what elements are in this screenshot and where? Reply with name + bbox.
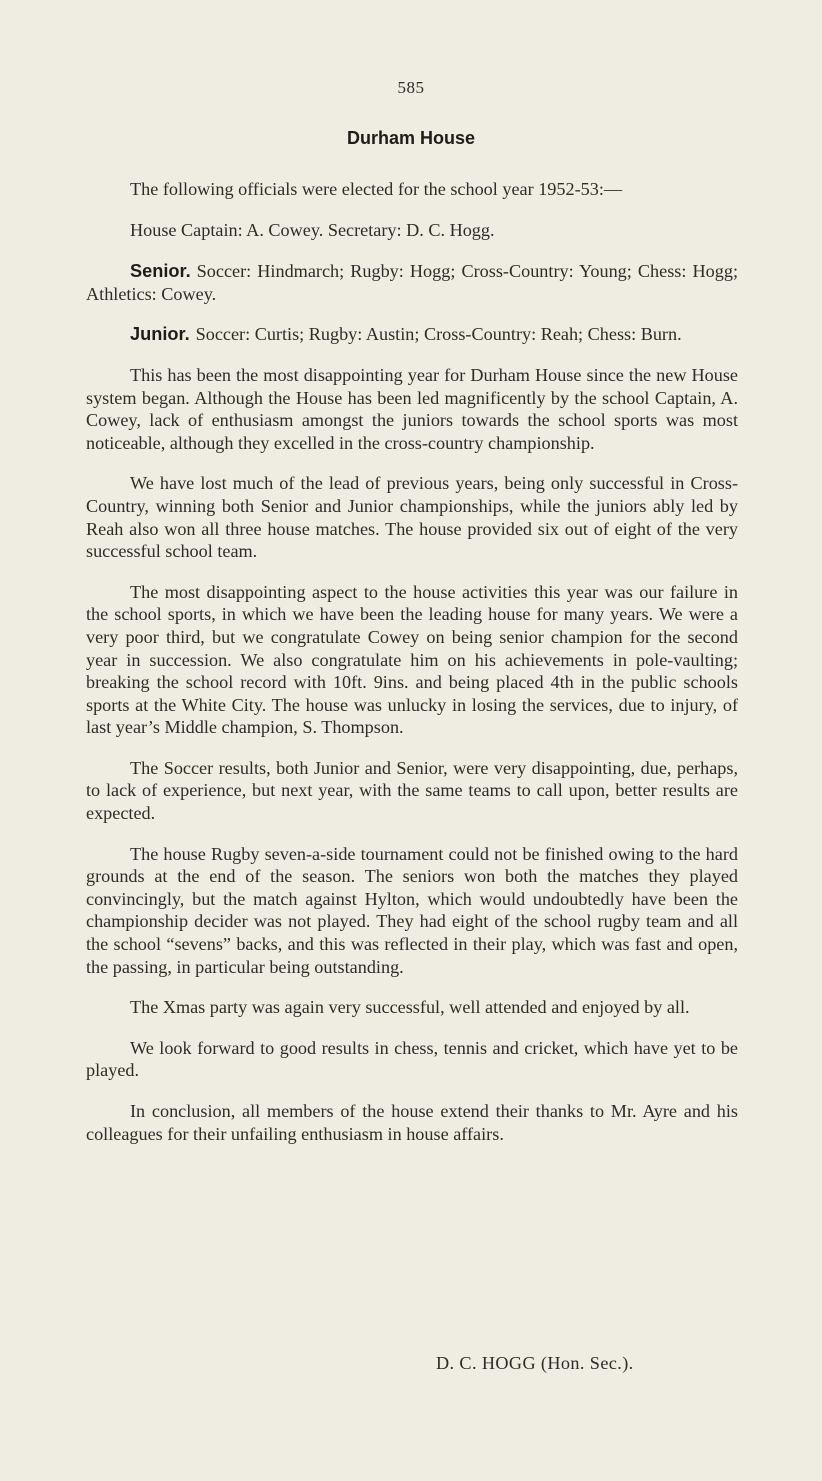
page-title: Durham House [346,128,476,148]
body-paragraph: We have lost much of the lead of previous years, being only successful in Cross-Country, winning both Senior and Junior championships, while the juniors ably led by Reah also won all three house matches. The house provided six out of eight of the very successful school team. [86,473,738,562]
junior-text: Soccer: Curtis; Rugby: Austin; Cross-Country: Reah; Chess: Burn. [195,324,682,345]
senior-text: Soccer: Hindmarch; Rugby: Hogg; Cross-Country: Young; Chess: Hogg; Athletics: Cowey. [86,261,738,304]
body-paragraph: The most disappointing aspect to the house activities this year was our failure in the school sports, in which we have been the leading house for many years. We were a very poor third, but we congratulate Cowey on being senior champion for the second year in succession. We also congratulate him on his achievements in pole-vaulting; breaking the school record with 10ft. 9ins. and being placed 4th in the public schools sports at the White City. The house was unlucky in losing the services, due to injury, of last year’s Middle champion, S. Thompson. [86,581,738,738]
body-paragraph: The Soccer results, both Junior and Senior, were very disappointing, due, perhaps, to lack of experience, but next year, with the same teams to call upon, better results are expected. [86,757,738,824]
page-number: 585 [397,78,425,97]
article-body [86,178,738,1163]
officers-paragraph: House Captain: A. Cowey. Secretary: D. C. Hogg. [130,219,495,240]
signature: D. C. HOGG (Hon. Sec.). [436,1353,634,1373]
body-paragraph: The Xmas party was again very successful, well attended and enjoyed by all. [130,997,690,1018]
body-paragraph: This has been the most disappointing year for Durham House since the new House system began. Although the House has been led magnificently by the school Captain, A. Cowey, lack of enthusiasm amongst the juniors towards the school sports was most noticeable, although they excelled in the cross-country championship. [86,364,738,453]
junior-paragraph [86,323,738,346]
junior-label: Junior. [130,324,190,345]
body-paragraph: The house Rugby seven-a-side tournament could not be finished owing to the hard grounds at the end of the season. The seniors won both the matches they played convincingly, but the match against Hylton, which would undoubtedly have been the championship decider was not played. They had eight of the school rugby team and all the school “sevens” backs, and this was reflected in their play, which was fast and open, the passing, in particular being outstanding. [86,843,738,977]
senior-paragraph [86,260,738,305]
body-paragraph: We look forward to good results in chess, tennis and cricket, which have yet to be played. [86,1037,738,1081]
body-paragraph: In conclusion, all members of the house extend their thanks to Mr. Ayre and his colleagues for their unfailing enthusiasm in house affairs. [86,1101,738,1144]
intro-paragraph: The following officials were elected for the school year 1952-53:— [130,179,623,199]
senior-label: Senior. [130,261,191,282]
